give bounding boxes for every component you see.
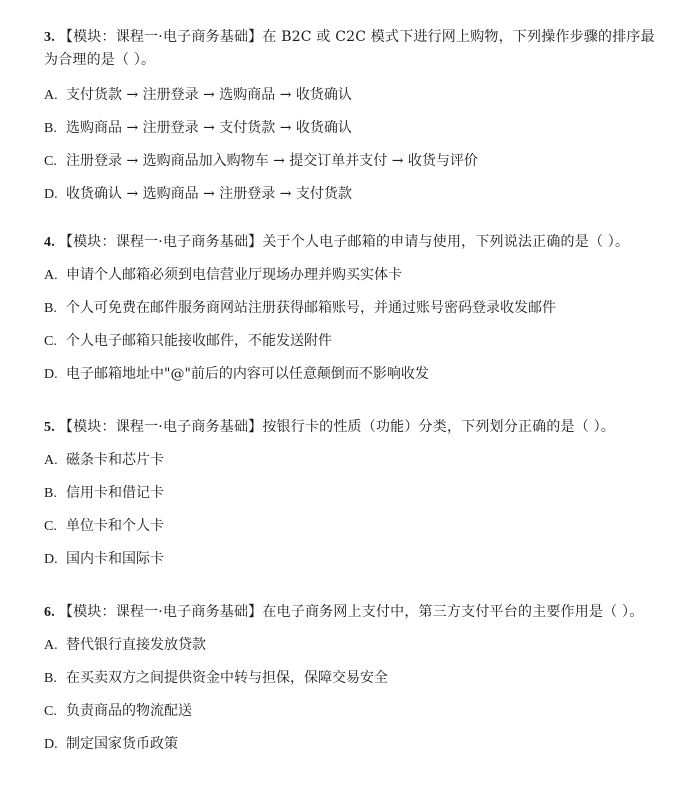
question-4 xyxy=(44,231,666,384)
option-c xyxy=(44,151,666,171)
option-text: 选购商品 → 注册登录 → 支付货款 → 收货确认 xyxy=(66,120,352,136)
question-number: 5. xyxy=(44,420,55,435)
question-text: 【模块：课程一·电子商务基础】在电子商务网上支付中，第三方支付平台的主要作用是（ ）。 xyxy=(58,604,644,620)
option-a xyxy=(44,450,666,470)
option-letter: D. xyxy=(44,552,58,567)
option-b xyxy=(44,483,666,503)
question-stem xyxy=(44,416,666,439)
option-text: 国内卡和国际卡 xyxy=(66,551,164,567)
option-c xyxy=(44,331,666,351)
option-text: 信用卡和借记卡 xyxy=(66,485,164,501)
option-text: 个人可免费在邮件服务商网站注册获得邮箱账号，并通过账号密码登录收发邮件 xyxy=(66,300,556,316)
option-text: 申请个人邮箱必须到电信营业厅现场办理并购买实体卡 xyxy=(66,267,402,283)
option-b xyxy=(44,668,666,688)
option-letter: A. xyxy=(44,453,58,468)
option-letter: A. xyxy=(44,638,58,653)
question-text: 【模块：课程一·电子商务基础】在 B2C 或 C2C 模式下进行网上购物，下列操作步骤的排序最为合理的是（ ）。 xyxy=(44,29,655,68)
option-text: 注册登录 → 选购商品加入购物车 → 提交订单并支付 → 收货与评价 xyxy=(66,153,478,169)
option-d xyxy=(44,184,666,204)
question-stem xyxy=(44,231,666,254)
option-letter: C. xyxy=(44,154,57,169)
option-d xyxy=(44,734,666,754)
option-letter: B. xyxy=(44,301,57,316)
option-text: 负责商品的物流配送 xyxy=(66,703,192,719)
option-text: 电子邮箱地址中"@"前后的内容可以任意颠倒而不影响收发 xyxy=(66,366,429,382)
question-number: 6. xyxy=(44,605,55,620)
question-3 xyxy=(44,26,666,204)
option-text: 支付货款 → 注册登录 → 选购商品 → 收货确认 xyxy=(66,87,352,103)
question-stem xyxy=(44,601,666,624)
option-letter: A. xyxy=(44,268,58,283)
option-a xyxy=(44,635,666,655)
question-number: 3. xyxy=(44,30,55,45)
option-letter: D. xyxy=(44,367,58,382)
option-text: 磁条卡和芯片卡 xyxy=(66,452,164,468)
question-number: 4. xyxy=(44,235,55,250)
question-stem xyxy=(44,26,666,71)
option-d xyxy=(44,364,666,384)
option-text: 单位卡和个人卡 xyxy=(66,518,164,534)
option-letter: C. xyxy=(44,334,57,349)
question-text: 【模块：课程一·电子商务基础】关于个人电子邮箱的申请与使用，下列说法正确的是（ ）。 xyxy=(58,234,630,250)
option-text: 个人电子邮箱只能接收邮件，不能发送附件 xyxy=(66,333,332,349)
option-a xyxy=(44,85,666,105)
question-6 xyxy=(44,601,666,754)
option-letter: D. xyxy=(44,187,58,202)
option-b xyxy=(44,298,666,318)
option-letter: B. xyxy=(44,121,57,136)
option-letter: B. xyxy=(44,486,57,501)
option-b xyxy=(44,118,666,138)
option-text: 收货确认 → 选购商品 → 注册登录 → 支付货款 xyxy=(66,186,352,202)
option-letter: A. xyxy=(44,88,58,103)
option-letter: C. xyxy=(44,519,57,534)
option-c xyxy=(44,516,666,536)
option-text: 在买卖双方之间提供资金中转与担保，保障交易安全 xyxy=(66,670,388,686)
question-text: 【模块：课程一·电子商务基础】按银行卡的性质（功能）分类，下列划分正确的是（ ）。 xyxy=(58,419,616,435)
option-text: 制定国家货币政策 xyxy=(66,736,178,752)
option-d xyxy=(44,549,666,569)
option-letter: C. xyxy=(44,704,57,719)
option-letter: B. xyxy=(44,671,57,686)
option-text: 替代银行直接发放贷款 xyxy=(66,637,206,653)
option-a xyxy=(44,265,666,285)
option-letter: D. xyxy=(44,737,58,752)
option-c xyxy=(44,701,666,721)
question-5 xyxy=(44,416,666,569)
